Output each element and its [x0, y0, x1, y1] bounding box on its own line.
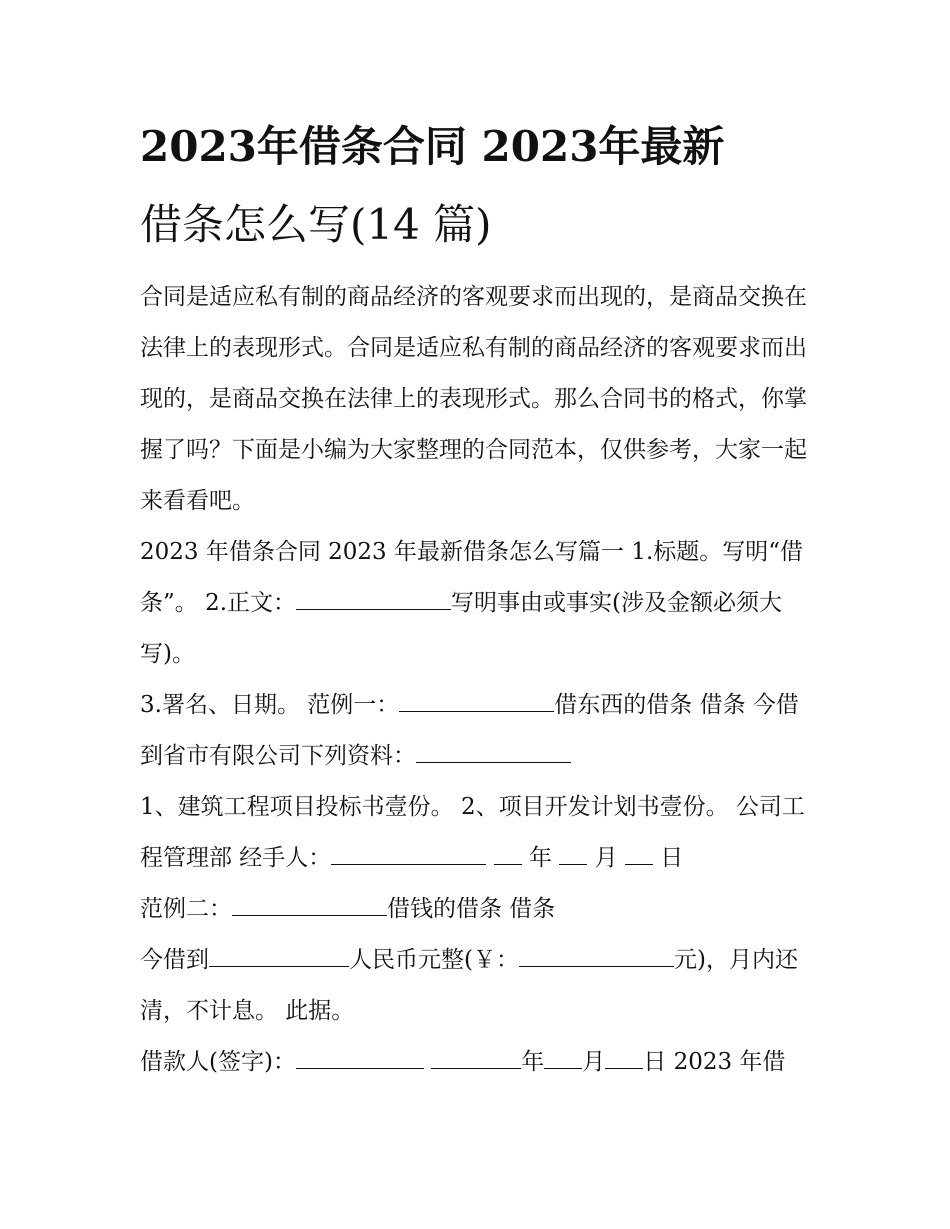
paragraph-loan-text	[140, 935, 820, 1037]
p6-text-1: 今借到	[140, 947, 209, 973]
p4-day: 日	[660, 845, 684, 871]
fill-blank	[331, 844, 486, 865]
intro-paragraph: 合同是适应私有制的商品经济的客观要求而出现的，是商品交换在法律上的表现形式。合同是适应私有制的商品经济的客观要求而出现的，是商品交换在法律上的表现形式。那么合同书的格式，你掌握了吗？下面是小编为大家整理的合同范本，仅供参考，大家一起来看看吧。	[140, 284, 807, 514]
p4-month: 月	[594, 845, 618, 871]
paragraph-heading-body	[140, 527, 820, 680]
fill-blank	[544, 1048, 582, 1069]
p5-text-1: 范例二：	[140, 896, 232, 922]
p6-text-3: 元)，月内还清，不计息。 此据。	[140, 947, 798, 1024]
p4-year: 年	[528, 845, 552, 871]
fill-blank	[431, 1048, 521, 1069]
p7-text-1: 借款人(签字)：	[140, 1049, 296, 1075]
fill-blank	[605, 1048, 643, 1069]
p7-day: 日 2023 年借	[643, 1049, 786, 1075]
paragraph-example-two	[140, 884, 820, 935]
document-title	[140, 108, 820, 264]
p7-year: 年	[521, 1049, 545, 1075]
document-page	[140, 0, 820, 1229]
paragraph-signature	[140, 1037, 820, 1088]
fill-blank	[296, 1048, 424, 1069]
p4-text-1: 1、建筑工程项目投标书壹份。 2、项目开发计划书壹份。 公司工程管理部 经手人：	[140, 794, 805, 871]
p5-text-2: 借钱的借条 借条	[387, 896, 556, 922]
p3-text-1: 3.署名、日期。 范例一：	[140, 692, 400, 718]
title-line-1: 2023年借条合同 2023年最新	[140, 122, 725, 171]
p6-text-2: 人民币元整(￥：	[349, 947, 519, 973]
p3-text-2: 借东西的借条 借条 今借到省市有限公司下列资料：	[140, 692, 799, 769]
paragraph-items	[140, 782, 820, 884]
fill-blank	[494, 844, 522, 865]
fill-blank	[296, 589, 451, 610]
fill-blank	[399, 691, 554, 712]
p7-month: 月	[582, 1049, 606, 1075]
fill-blank	[416, 742, 571, 763]
fill-blank	[559, 844, 587, 865]
fill-blank	[209, 946, 349, 967]
paragraph-example-one	[140, 680, 820, 782]
p2-text-2: 写明事由或事实(涉及金额必须大写)。	[140, 590, 782, 667]
fill-blank	[519, 946, 674, 967]
p2-text-1: 2023 年借条合同 2023 年最新借条怎么写篇一 1.标题。写明“借条”。 2.正文：	[140, 539, 804, 616]
fill-blank	[232, 895, 387, 916]
fill-blank	[625, 844, 653, 865]
title-line-2: 借条怎么写(14 篇)	[140, 200, 492, 249]
